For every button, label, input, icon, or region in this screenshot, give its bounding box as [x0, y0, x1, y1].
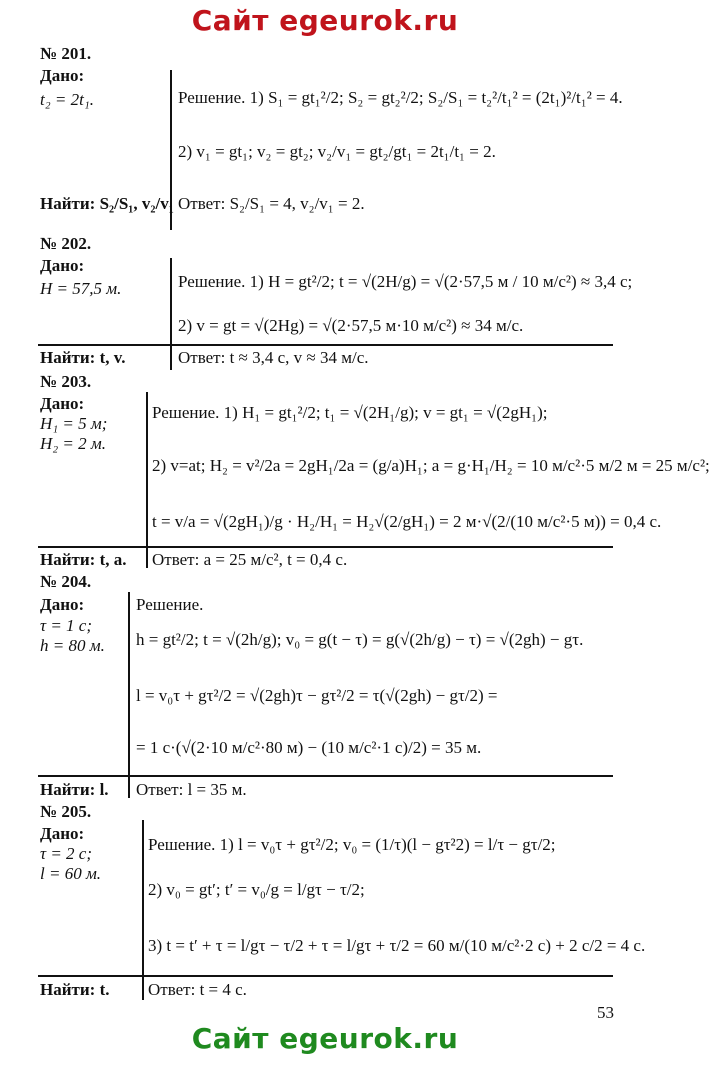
site-header: Сайт egeurok.ru [191, 4, 459, 37]
find-label: Найти: t. [40, 980, 110, 999]
column-divider [170, 258, 172, 370]
solution-line: 2) v₀ = gt′; t′ = v₀/g = l/gτ − τ/2; [148, 880, 365, 899]
problem-number: № 203. [40, 372, 92, 391]
given-value: l = 60 м. [40, 864, 102, 883]
answer: Ответ: t = 4 с. [148, 980, 247, 999]
given-value: t₂ = 2t₁. [40, 90, 94, 109]
given-label: Дано: [40, 595, 85, 614]
solution-line: Решение. 1) S₁ = gt₁²/2; S₂ = gt₂²/2; S₂/S₁ = t₂²/t₁² = (2t₁)²/t₁² = 4. [178, 88, 623, 107]
given-value: H = 57,5 м. [40, 279, 122, 298]
solution-line: 2) v = gt = √(2Hg) = √(2·57,5 м·10 м/с²) ≈ 34 м/с. [178, 316, 524, 335]
solution-line: = 1 с·(√(2·10 м/с²·80 м) − (10 м/с²·1 с)/2) = 35 м. [136, 738, 482, 757]
problem-number: № 202. [40, 234, 92, 253]
solution-line: h = gt²/2; t = √(2h/g); v₀ = g(t − τ) = g(√(2h/g) − τ) = √(2gh) − gτ. [136, 630, 584, 649]
given-value: h = 80 м. [40, 636, 105, 655]
answer: Ответ: t ≈ 3,4 с, v ≈ 34 м/с. [178, 348, 369, 367]
given-label: Дано: [40, 394, 85, 413]
find-label: Найти: t, v. [40, 348, 126, 367]
column-divider [146, 392, 148, 568]
column-divider [142, 820, 144, 1000]
given-label: Дано: [40, 824, 85, 843]
answer: Ответ: S₂/S₁ = 4, v₂/v₁ = 2. [178, 194, 365, 213]
page-number: 53 [597, 1003, 614, 1022]
solution-line: Решение. 1) H₁ = gt₁²/2; t₁ = √(2H₁/g); v = gt₁ = √(2gH₁); [152, 403, 548, 422]
solution-line: Решение. 1) H = gt²/2; t = √(2H/g) = √(2·57,5 м / 10 м/с²) ≈ 3,4 с; [178, 272, 633, 291]
solution-line: 3) t = t′ + τ = l/gτ − τ/2 + τ = l/gτ + τ/2 = 60 м/(10 м/с²·2 с) + 2 с/2 = 4 с. [148, 936, 646, 955]
given-value: τ = 1 с; [40, 616, 93, 635]
divider-line [38, 546, 613, 548]
solution-line: 2) v=at; H₂ = v²/2a = 2gH₁/2a = (g/a)H₁; a = g·H₁/H₂ = 10 м/с²·5 м/2 м = 25 м/с²; [152, 456, 710, 475]
given-value: H₁ = 5 м; [40, 414, 108, 433]
given-label: Дано: [40, 256, 85, 275]
find-label: Найти: t, a. [40, 550, 127, 569]
divider-line [38, 344, 613, 346]
divider-line [38, 975, 613, 977]
given-value: τ = 2 с; [40, 844, 93, 863]
site-footer: Сайт egeurok.ru [191, 1022, 459, 1055]
find-label: Найти: l. [40, 780, 109, 799]
solution-line: Решение. 1) l = v₀τ + gτ²/2; v₀ = (1/τ)(l − gτ²2) = l/τ − gτ/2; [148, 835, 556, 854]
given-value: H₂ = 2 м. [40, 434, 107, 453]
solution-line: l = v₀τ + gτ²/2 = √(2gh)τ − gτ²/2 = τ(√(2gh) − gτ/2) = [136, 686, 498, 705]
divider-line [38, 775, 613, 777]
problem-number: № 205. [40, 802, 92, 821]
solution-line: 2) v₁ = gt₁; v₂ = gt₂; v₂/v₁ = gt₂/gt₁ = 2t₁/t₁ = 2. [178, 142, 496, 161]
answer: Ответ: l = 35 м. [136, 780, 247, 799]
solution-line: t = v/a = √(2gH₁)/g · H₂/H₁ = H₂√(2/gH₁) = 2 м·√(2/(10 м/с²·5 м)) = 0,4 с. [152, 512, 662, 531]
problem-number: № 204. [40, 572, 92, 591]
answer: Ответ: a = 25 м/с², t = 0,4 с. [152, 550, 348, 569]
problem-number: № 201. [40, 44, 92, 63]
column-divider [128, 592, 130, 798]
find-label: Найти: S₂/S₁, v₂/v₁ [40, 194, 174, 213]
given-label: Дано: [40, 66, 85, 85]
solution-line: Решение. [136, 595, 204, 614]
